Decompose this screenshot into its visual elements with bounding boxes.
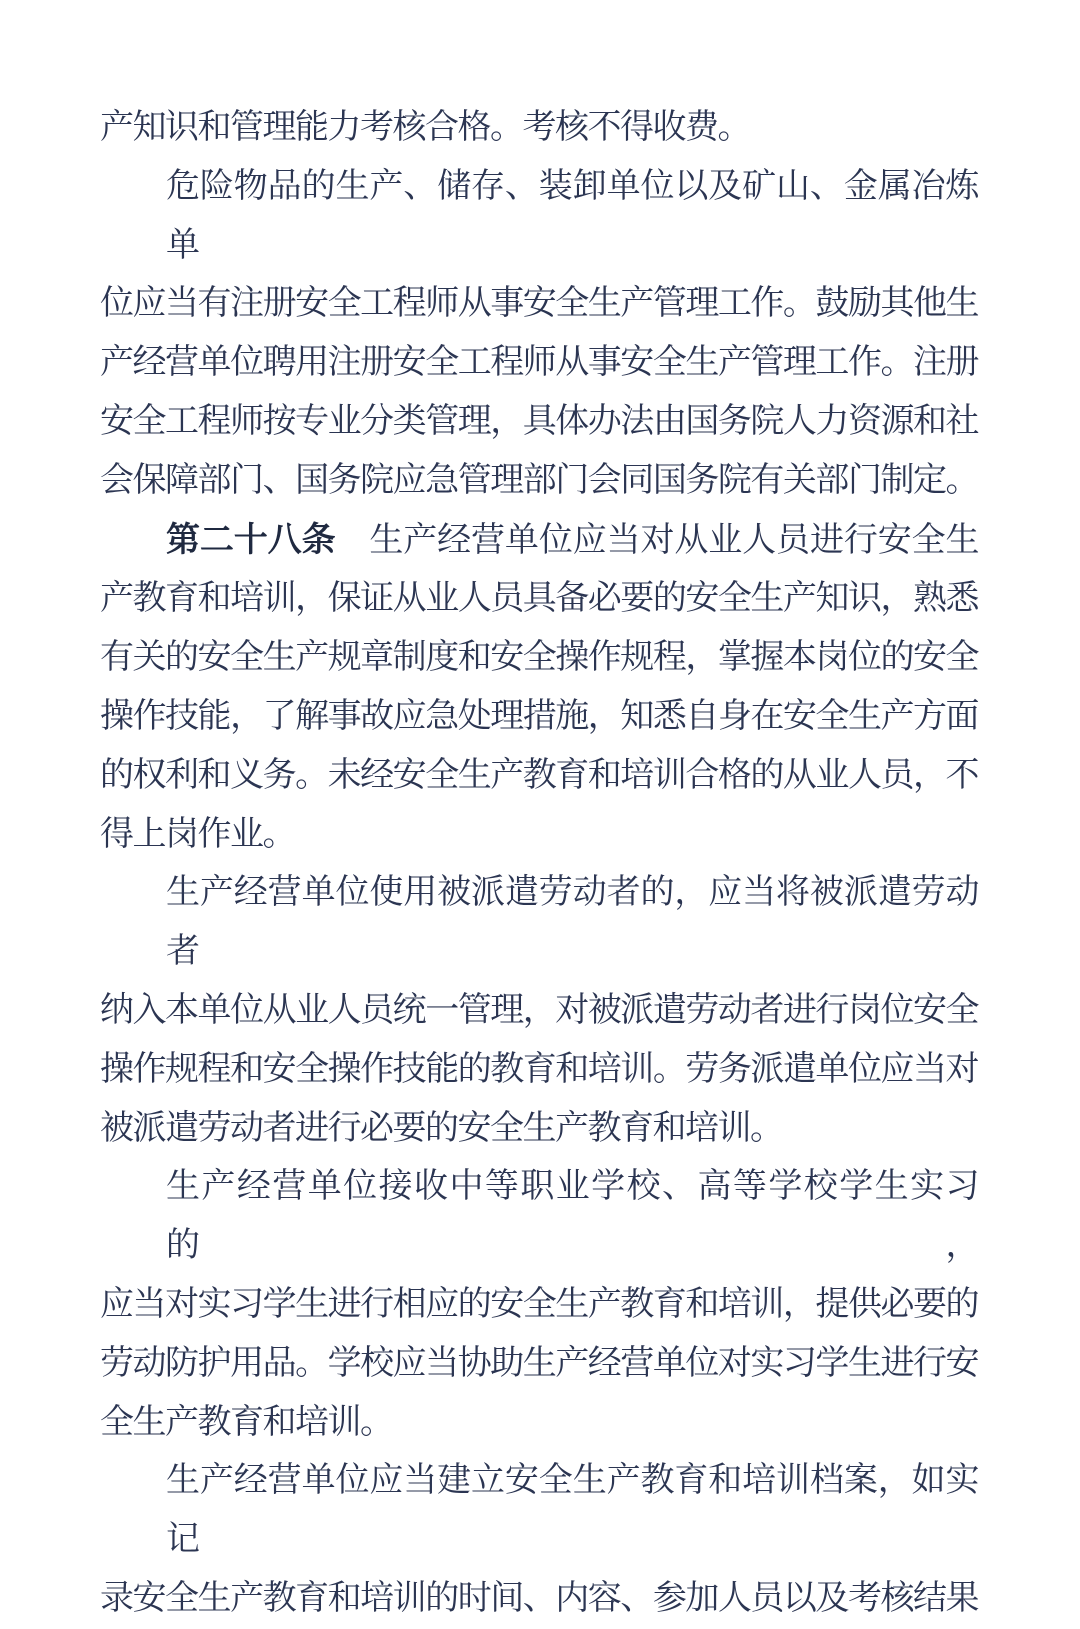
article-number: 第二十八条 xyxy=(166,520,336,559)
text-line: 应当对实习学生进行相应的安全生产教育和培训，提供必要的 xyxy=(100,1285,978,1323)
text-line: 安全工程师按专业分类管理，具体办法由国务院人力资源和社 xyxy=(100,402,978,440)
text-line: 会保障部门、国务院应急管理部门会同国务院有关部门制定。 xyxy=(100,461,978,499)
text-line: 危险物品的生产、储存、装卸单位以及矿山、金属冶炼单 xyxy=(166,167,978,264)
text-line: 生产经营单位应当建立安全生产教育和培训档案，如实记 xyxy=(166,1462,978,1559)
text-line: 产经营单位聘用注册安全工程师从事安全生产管理工作。注册 xyxy=(100,344,978,382)
text-line: 纳入本单位从业人员统一管理，对被派遣劳动者进行岗位安全 xyxy=(100,991,978,1029)
text-line: 全生产教育和培训。 xyxy=(100,1403,393,1441)
text-line: 生产经营单位接收中等职业学校、高等学校学生实习的， xyxy=(166,1168,978,1265)
text-line: 产知识和管理能力考核合格。考核不得收费。 xyxy=(100,109,750,146)
text-line: 第二十八条 生产经营单位应当对从业人员进行安全生 xyxy=(166,520,979,559)
text-line: 产教育和培训，保证从业人员具备必要的安全生产知识，熟悉 xyxy=(100,580,978,618)
text-line: 被派遣劳动者进行必要的安全生产教育和培训。 xyxy=(100,1109,783,1147)
text-block xyxy=(100,99,978,1629)
text-line: 操作规程和安全操作技能的教育和培训。劳务派遣单位应当对 xyxy=(100,1050,978,1088)
text-line: 的权利和义务。未经安全生产教育和培训合格的从业人员，不 xyxy=(100,756,978,794)
text-line: 操作技能，了解事故应急处理措施，知悉自身在安全生产方面 xyxy=(100,697,978,735)
text-line: 劳动防护用品。学校应当协助生产经营单位对实习学生进行安 xyxy=(100,1344,978,1382)
text-line: 有关的安全生产规章制度和安全操作规程，掌握本岗位的安全 xyxy=(100,639,978,677)
text-line: 得上岗作业。 xyxy=(100,815,295,853)
text-line: 生产经营单位使用被派遣劳动者的，应当将被派遣劳动者 xyxy=(166,874,978,971)
text-line: 位应当有注册安全工程师从事安全生产管理工作。鼓励其他生 xyxy=(100,285,978,323)
text-line: 录安全生产教育和培训的时间、内容、参加人员以及考核结果 xyxy=(100,1579,978,1617)
